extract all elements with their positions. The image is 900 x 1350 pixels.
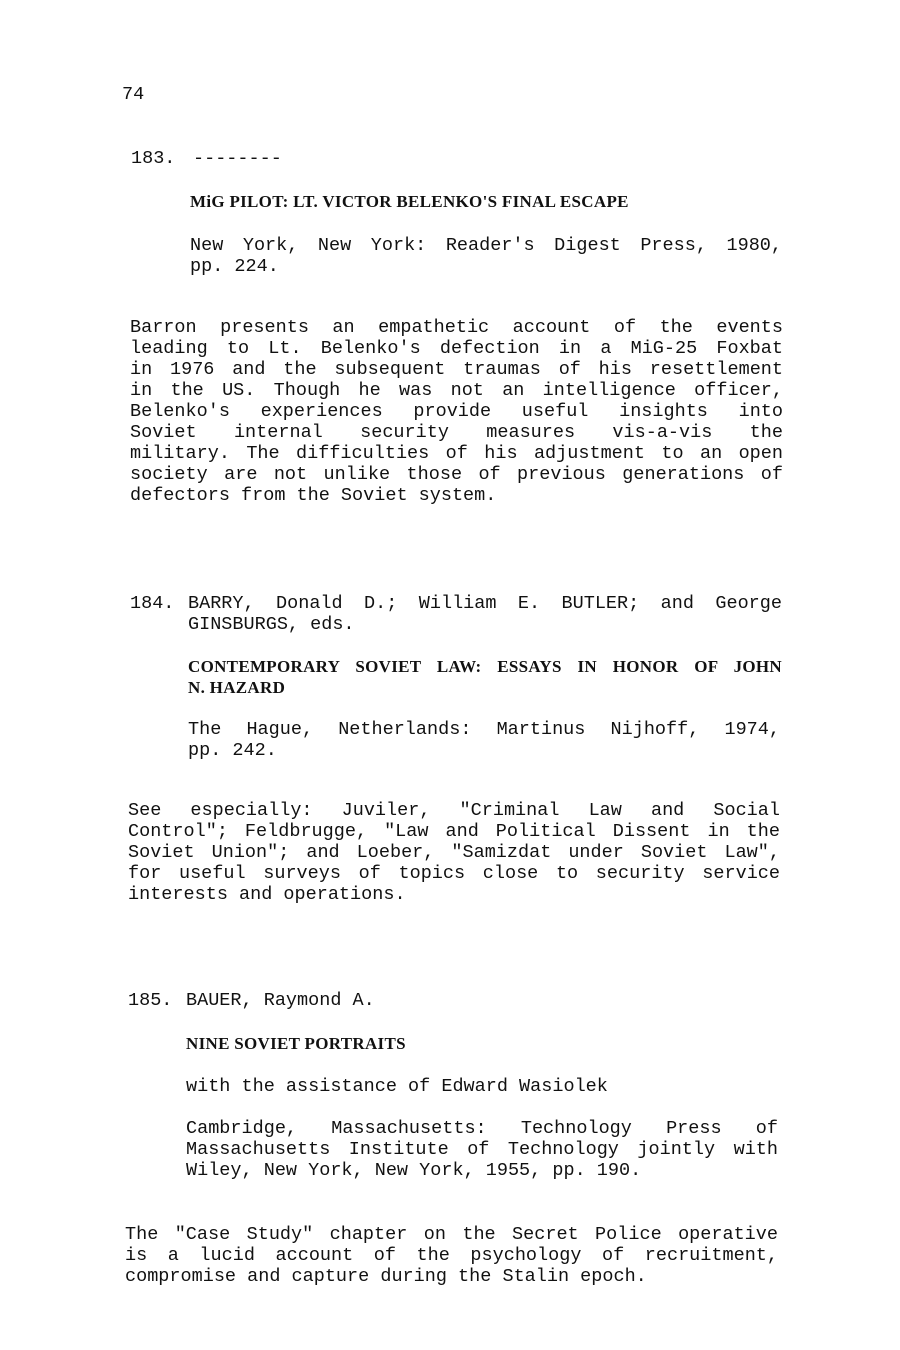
annotation-line: Belenko's experiences provide useful insights into [130,401,783,422]
entry-annotation [128,800,780,905]
annotation-line: Barron presents an empathetic account of the events [130,317,783,338]
entry-title [186,1033,406,1054]
annotation-line: Soviet Union"; and Loeber, "Samizdat under Soviet Law", [128,842,780,863]
entry-number: 185. [128,990,173,1011]
annotation-line: defectors from the Soviet system. [130,485,497,506]
pub-line: Cambridge, Massachusetts: Technology Press of [186,1118,778,1139]
title-line: CONTEMPORARY SOVIET LAW: ESSAYS IN HONOR OF JOHN [188,657,782,676]
pub-line: Wiley, New York, New York, 1955, pp. 190. [186,1160,642,1181]
pub-line: Massachusetts Institute of Technology jointly with [186,1139,778,1160]
author-line: BAUER, Raymond A. [186,990,375,1011]
annotation-line: The "Case Study" chapter on the Secret Police operative [125,1224,778,1245]
title-line: NINE SOVIET PORTRAITS [186,1034,406,1053]
annotation-line: interests and operations. [128,884,406,905]
annotation-line: leading to Lt. Belenko's defection in a MiG-25 Foxbat [130,338,783,359]
pub-line: The Hague, Netherlands: Martinus Nijhoff, 1974, [188,719,780,740]
entry-author [188,593,782,635]
page-number: 74 [122,84,145,105]
entry-number: 184. [130,593,175,614]
pub-line: New York, New York: Reader's Digest Press, 1980, [190,235,782,256]
entry-publication [190,235,782,277]
annotation-line: See especially: Juviler, "Criminal Law and Social [128,800,780,821]
entry-title [190,191,629,212]
annotation-line: society are not unlike those of previous generations of [130,464,783,485]
author-line: GINSBURGS, eds. [188,614,355,635]
annotation-line: Soviet internal security measures vis-a-vis the [130,422,783,443]
author-line: BARRY, Donald D.; William E. BUTLER; and George [188,593,782,614]
entry-number: 183. [131,148,176,169]
annotation-line: Control"; Feldbrugge, "Law and Political Dissent in the [128,821,780,842]
entry-publication [188,719,780,761]
annotation-line: compromise and capture during the Stalin epoch. [125,1266,647,1287]
annotation-line: is a lucid account of the psychology of recruitment, [125,1245,778,1266]
entry-author [186,990,375,1011]
pub-line: pp. 224. [190,256,279,277]
pub-line: pp. 242. [188,740,277,761]
entry-extra [186,1076,608,1097]
title-line: N. HAZARD [188,678,286,697]
entry-publication [186,1118,778,1181]
entry-annotation [130,317,783,506]
entry-title [188,656,782,698]
entry-annotation [125,1224,778,1287]
author-line: -------- [193,148,282,169]
annotation-line: for useful surveys of topics close to security service [128,863,780,884]
extra-line: with the assistance of Edward Wasiolek [186,1076,608,1097]
entry-author [193,148,282,169]
title-line: MiG PILOT: LT. VICTOR BELENKO'S FINAL ESCAPE [190,192,629,211]
annotation-line: military. The difficulties of his adjustment to an open [130,443,783,464]
annotation-line: in 1976 and the subsequent traumas of his resettlement [130,359,783,380]
annotation-line: in the US. Though he was not an intelligence officer, [130,380,783,401]
